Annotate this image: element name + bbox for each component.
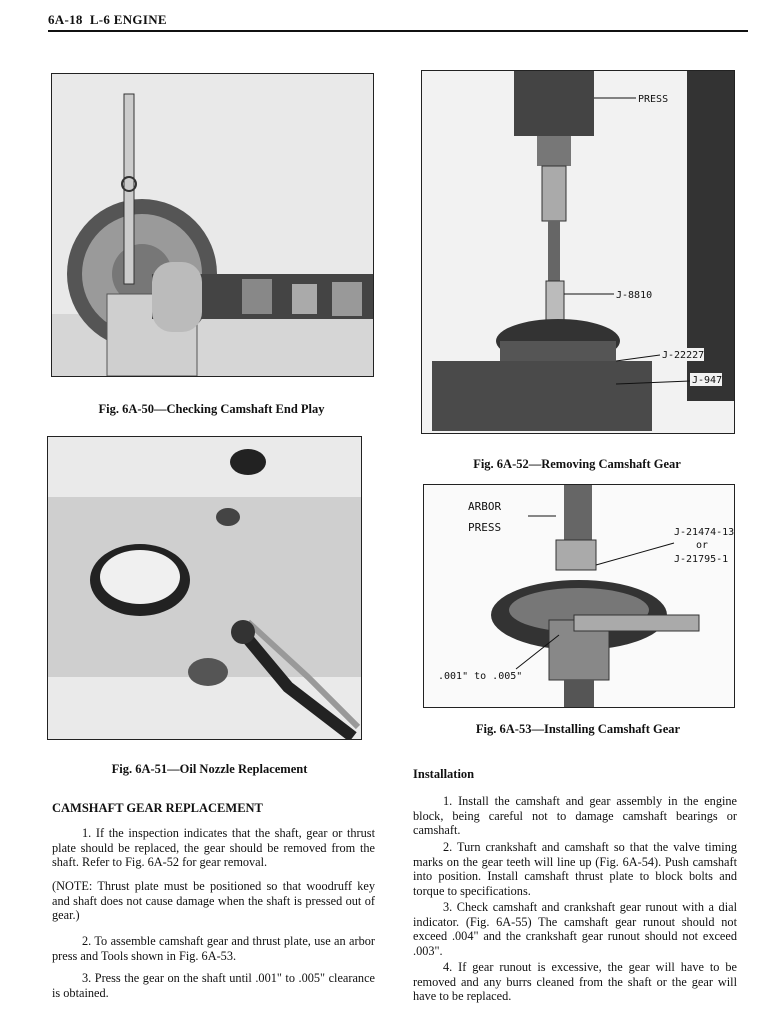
label-j22227: J-22227 bbox=[662, 350, 705, 361]
label-press: PRESS bbox=[638, 94, 669, 105]
left-para-2: 2. To assemble camshaft gear and thrust plate, use an arbor press and Tools shown in Fig. 6A-53. bbox=[52, 934, 375, 963]
label-clearance: .001" to .005" bbox=[438, 671, 523, 682]
figure-oil-nozzle bbox=[47, 436, 362, 740]
oil-nozzle-illustration bbox=[48, 437, 361, 739]
fig52-caption: Fig. 6A-52—Removing Camshaft Gear bbox=[473, 457, 681, 471]
fig53-caption: Fig. 6A-53—Installing Camshaft Gear bbox=[475, 722, 681, 736]
label-arbor: ARBOR bbox=[468, 500, 502, 513]
right-para-3: 3. Check camshaft and crankshaft gear runout with a dial indicator. (Fig. 6A-55) The camshaft gear runout should not exceed .004" and the crankshaft gear runout should not exceed .003". bbox=[413, 900, 737, 958]
right-para-1: 1. Install the camshaft and gear assembly in the engine block, being careful not to damage camshaft bearings or camshaft. bbox=[413, 794, 737, 838]
label-tool-j21795: J-21795-1 bbox=[674, 554, 729, 565]
figure-camshaft-end-play bbox=[51, 73, 374, 377]
heading-installation: Installation bbox=[413, 767, 475, 781]
figure-installing-camshaft-gear bbox=[423, 484, 735, 708]
label-tool-j21474: J-21474-13 bbox=[674, 527, 734, 538]
left-para-3: 3. Press the gear on the shaft until .001" to .005" clearance is obtained. bbox=[52, 971, 375, 1000]
installing-gear-illustration bbox=[424, 485, 734, 707]
page-header bbox=[48, 12, 167, 28]
section-title: L-6 ENGINE bbox=[89, 12, 167, 27]
label-j8810: J-8810 bbox=[616, 290, 653, 301]
removing-gear-illustration bbox=[422, 71, 734, 433]
fig51-caption: Fig. 6A-51—Oil Nozzle Replacement bbox=[111, 762, 308, 776]
header-rule bbox=[48, 30, 748, 32]
label-j947: J-947 bbox=[692, 375, 723, 386]
camshaft-end-play-illustration bbox=[52, 74, 373, 376]
heading-camshaft-gear-replacement: CAMSHAFT GEAR REPLACEMENT bbox=[52, 801, 263, 815]
label-or: or bbox=[696, 540, 709, 551]
right-para-2: 2. Turn crankshaft and camshaft so that the valve timing marks on the gear teeth will line up (Fig. 6A-54). Push camshaft into position. Install camshaft thrust plate to block bolts and torque to specifications. bbox=[413, 840, 737, 898]
label-arbor-press: PRESS bbox=[468, 521, 502, 534]
right-para-4: 4. If gear runout is excessive, the gear will have to be removed and any burrs cleaned from the shaft or the gear will have to be replaced. bbox=[413, 960, 737, 1004]
fig50-caption: Fig. 6A-50—Checking Camshaft End Play bbox=[98, 402, 325, 416]
figure-removing-camshaft-gear bbox=[421, 70, 735, 434]
left-para-note: (NOTE: Thrust plate must be positioned so that woodruff key and shaft does not cause damage when the shaft is pressed out of gear.) bbox=[52, 879, 375, 923]
left-para-1: 1. If the inspection indicates that the shaft, gear or thrust plate should be replaced, the gear should be removed from the shaft. Refer to Fig. 6A-52 for gear removal. bbox=[52, 826, 375, 870]
page-number: 6A-18 bbox=[48, 12, 83, 27]
